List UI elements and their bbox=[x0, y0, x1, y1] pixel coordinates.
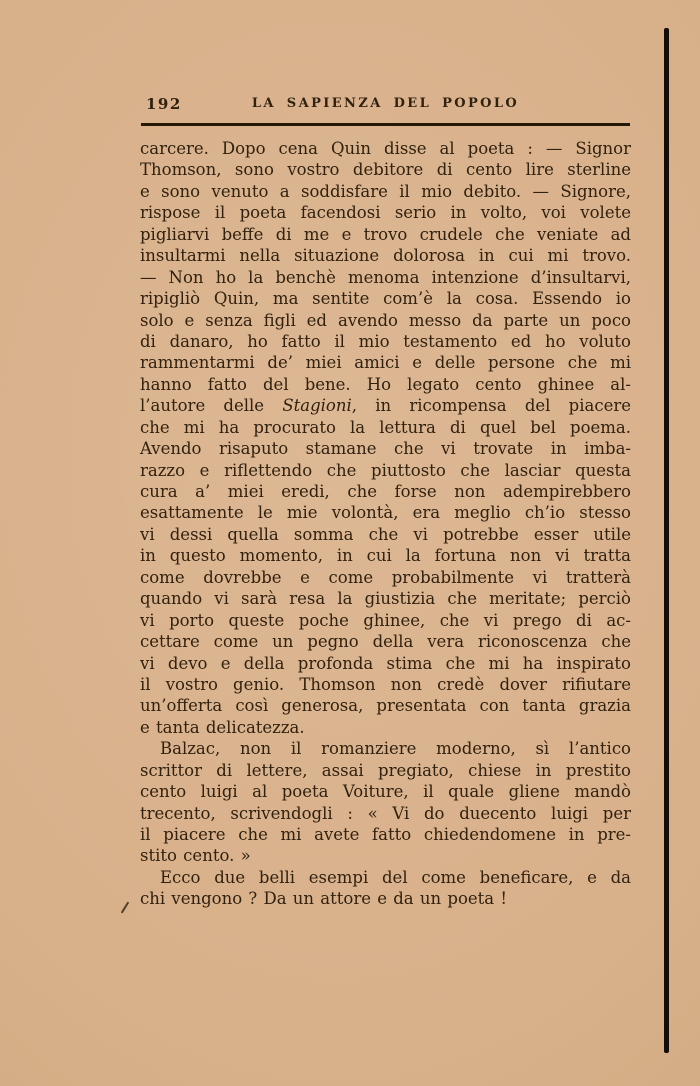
text-line bbox=[140, 374, 631, 395]
text-line bbox=[140, 138, 631, 159]
text-line bbox=[140, 653, 631, 674]
text-segment: stito cento. » bbox=[140, 846, 251, 866]
text-line bbox=[140, 288, 631, 309]
text-line bbox=[140, 803, 631, 824]
text-segment: ripigliò Quin, ma sentite com’è la cosa. Essendo io bbox=[140, 289, 631, 309]
text-line bbox=[140, 267, 631, 288]
text-segment: chi vengono ? Da un attore e da un poeta ! bbox=[140, 889, 507, 909]
text-segment: , in ricompensa del piacere bbox=[351, 396, 632, 416]
text-line bbox=[140, 181, 631, 202]
text-line bbox=[140, 460, 631, 481]
text-segment: di danaro, ho fatto il mio testamento ed ho voluto bbox=[140, 331, 631, 351]
text-line bbox=[140, 524, 631, 545]
text-line bbox=[140, 760, 631, 781]
text-line bbox=[140, 867, 631, 888]
text-line bbox=[140, 417, 631, 438]
text-segment: Thomson, sono vostro debitore di cento lire sterline bbox=[140, 160, 631, 180]
text-segment: cura a’ miei eredi, che forse non adempirebbero bbox=[140, 482, 631, 501]
text-line bbox=[140, 631, 631, 652]
text-segment: rispose il poeta facendosi serio in volto, voi volete bbox=[140, 203, 631, 223]
text-segment: vi porto queste poche ghinee, che vi prego di ac- bbox=[140, 610, 631, 630]
text-segment: un’offerta così generosa, presentata con tanta grazia bbox=[140, 696, 631, 716]
text-segment: trecento, scrivendogli : « Vi do duecento luigi per bbox=[140, 803, 631, 823]
header-rule bbox=[141, 123, 630, 126]
paragraph bbox=[140, 738, 631, 867]
text-segment: Balzac, non il romanziere moderno, sì l’antico bbox=[160, 739, 631, 759]
text-segment: solo e senza figli ed avendo messo da parte un poco bbox=[140, 310, 631, 330]
text-line bbox=[140, 588, 631, 609]
text-segment: carcere. Dopo cena Quin disse al poeta : — Signor bbox=[140, 139, 631, 158]
text-line bbox=[140, 695, 631, 716]
text-line bbox=[140, 224, 631, 245]
text-block bbox=[140, 138, 631, 910]
text-segment: — Non ho la benchè menoma intenzione d’insultarvi, bbox=[140, 267, 631, 287]
text-segment: vi dessi quella somma che vi potrebbe esser utile bbox=[140, 524, 631, 544]
scan-edge-line bbox=[664, 28, 669, 1053]
text-line bbox=[140, 395, 631, 416]
text-segment: insultarmi nella situazione dolorosa in cui mi trovo. bbox=[140, 246, 631, 266]
text-line bbox=[140, 352, 631, 373]
text-segment: come dovrebbe e come probabilmente vi tratterà bbox=[140, 567, 631, 587]
text-segment: il piacere che mi avete fatto chiedendomene in pre- bbox=[140, 825, 631, 844]
text-segment: che mi ha procurato la lettura di quel bel poema. bbox=[140, 417, 631, 437]
text-line bbox=[140, 610, 631, 631]
text-segment: pigliarvi beffe di me e trovo crudele che veniate ad bbox=[140, 224, 631, 244]
text-line bbox=[140, 245, 631, 266]
text-segment: cettare come un pegno della vera riconoscenza che bbox=[140, 632, 631, 652]
text-segment: razzo e riflettendo che piuttosto che lasciar questa bbox=[140, 460, 631, 480]
text-segment: vi devo e della profonda stima che mi ha inspirato bbox=[140, 653, 631, 673]
text-segment: in questo momento, in cui la fortuna non vi tratta bbox=[140, 546, 631, 566]
text-line bbox=[140, 481, 631, 502]
text-line bbox=[140, 888, 631, 909]
text-segment: scrittor di lettere, assai pregiato, chiese in prestito bbox=[140, 760, 631, 780]
pen-mark bbox=[121, 901, 130, 913]
text-segment: e sono venuto a soddisfare il mio debito. — Signore, bbox=[140, 181, 631, 201]
text-segment: Avendo risaputo stamane che vi trovate in imba- bbox=[140, 439, 631, 459]
text-line bbox=[140, 717, 631, 738]
text-line bbox=[140, 159, 631, 180]
text-segment: l’autore delle bbox=[140, 396, 283, 416]
text-segment: esattamente le mie volontà, era meglio ch’io stesso bbox=[140, 503, 631, 523]
text-line bbox=[140, 438, 631, 459]
running-title: LA SAPIENZA DEL POPOLO bbox=[251, 96, 520, 111]
italic-book-title: Stagioni bbox=[282, 396, 352, 416]
text-line bbox=[140, 567, 631, 588]
text-line bbox=[140, 331, 631, 352]
text-segment: cento luigi al poeta Voiture, il quale gliene mandò bbox=[140, 782, 631, 802]
text-line bbox=[140, 824, 631, 845]
text-line bbox=[140, 202, 631, 223]
text-line bbox=[140, 738, 631, 759]
page-header bbox=[140, 94, 631, 114]
paragraph bbox=[140, 138, 631, 738]
text-segment: il vostro genio. Thomson non credè dover rifiutare bbox=[140, 674, 631, 694]
text-segment: e tanta delicatezza. bbox=[140, 717, 305, 737]
text-segment: rammentarmi de’ miei amici e delle persone che mi bbox=[140, 353, 631, 373]
text-line bbox=[140, 674, 631, 695]
text-segment: Ecco due belli esempi del come beneficare, e da bbox=[160, 867, 631, 887]
text-line bbox=[140, 845, 631, 866]
text-line bbox=[140, 502, 631, 523]
text-segment: quando vi sarà resa la giustizia che meritate; perciò bbox=[140, 589, 631, 609]
paragraph bbox=[140, 867, 631, 910]
text-line bbox=[140, 781, 631, 802]
text-segment: hanno fatto del bene. Ho legato cento ghinee al- bbox=[140, 374, 631, 394]
page-number: 192 bbox=[146, 95, 182, 113]
text-line bbox=[140, 545, 631, 566]
text-line bbox=[140, 310, 631, 331]
